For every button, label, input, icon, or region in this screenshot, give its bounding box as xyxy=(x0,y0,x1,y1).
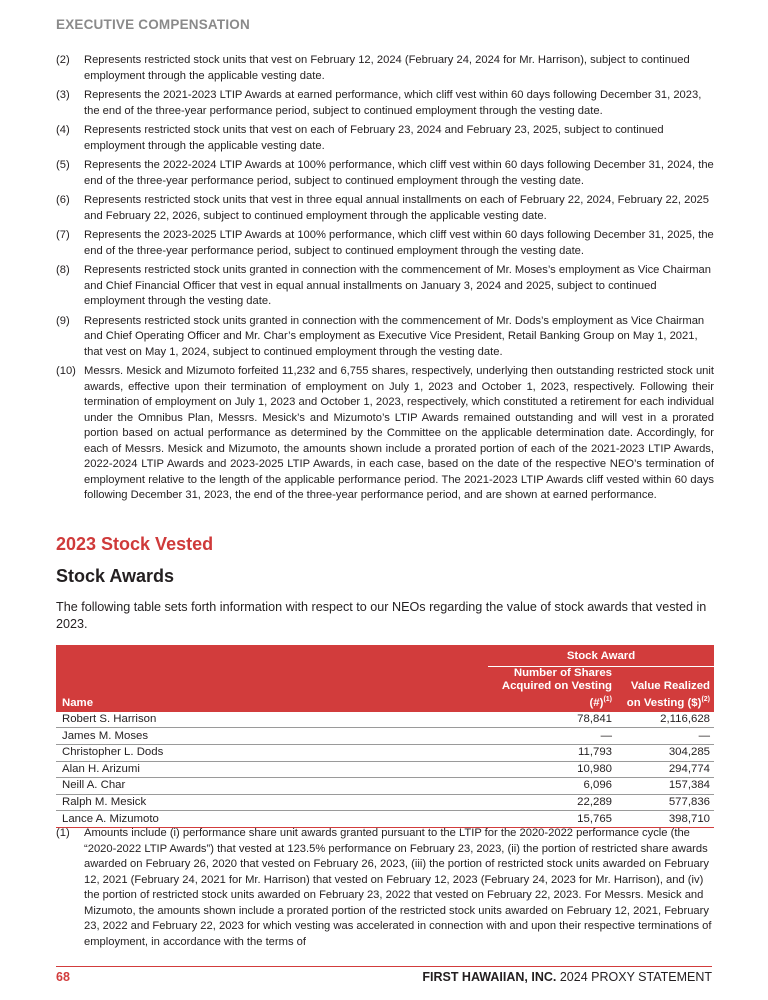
subsection-title: Stock Awards xyxy=(56,566,175,586)
shares-column-header xyxy=(488,667,616,712)
row-name: Alan H. Arizumi xyxy=(56,761,488,778)
footnote-text: Represents the 2023-2025 LTIP Awards at 100% performance, which cliff vest within 60 days following December 31, 2025, the end of the three-year performance period, subject to continued employment through the vesting date. xyxy=(84,229,714,257)
table-row xyxy=(56,794,714,811)
row-name: Lance A. Mizumoto xyxy=(56,811,488,828)
value-column-header xyxy=(616,667,714,712)
row-shares: — xyxy=(488,728,616,745)
footnote-text: Represents restricted stock units granted in connection with the commencement of Mr. Dods’s employment as Vice Chairman and Chief Operating Officer and Mr. Char’s employment as Executive Vice President, Retail Banking Group on May 1, 2021, that vest on May 1, 2024, subject to continued employment through the vesting date. xyxy=(84,314,705,358)
footnote-number: (6) xyxy=(56,194,70,206)
footnote-number: (5) xyxy=(56,159,70,171)
footnote-4 xyxy=(56,123,714,154)
row-value: 304,285 xyxy=(616,744,714,761)
footnote-10 xyxy=(56,364,714,504)
row-value: 2,116,628 xyxy=(616,712,714,728)
footnote-9 xyxy=(56,314,714,361)
row-name: James M. Moses xyxy=(56,728,488,745)
row-value: 157,384 xyxy=(616,778,714,795)
footer-divider xyxy=(56,966,712,967)
footnote-text: Represents restricted stock units that vest on each of February 23, 2024 and February 23, 2025, subject to continued employment through the applicable vesting date. xyxy=(84,124,664,152)
table-row xyxy=(56,811,714,828)
footnote-number: (10) xyxy=(56,365,76,377)
row-shares: 78,841 xyxy=(488,712,616,728)
footnote-text: Messrs. Mesick and Mizumoto forfeited 11,232 and 6,755 shares, respectively, underlying then outstanding restricted stock unit awards, effective upon their termination of employment on July 1, 2023 and October 1, 2023, respectively. Following their termination of employment on July 1, 2023 and October 1, 2023, respectively, which constituted a retirement for each individual under the Omnibus Plan, Messrs. Mesick’s and Mizumoto’s LTIP Awards remained outstanding and will vest in a prorated portion based on actual performance as determined by the Committee on the applicable determination date. Accordingly, for each of Messrs. Mesick and Mizumoto, the amounts shown include a prorated portion of each of the 2021-2023 LTIP Awards, 2022-2024 LTIP Awards and 2023-2025 LTIP Awards, in each case, based on the date of the respective NEO’s termination of employment relative to the length of the applicable performance period. The 2021-2023 LTIP Awards cliff vested within 60 days following December 31, 2023, the end of the three-year performance period, and are shown at earned performance. xyxy=(84,365,714,501)
row-name: Robert S. Harrison xyxy=(56,712,488,728)
stock-awards-table xyxy=(56,645,714,828)
table-header-row xyxy=(56,667,714,712)
footnote-number: (8) xyxy=(56,264,70,276)
footnote-number: (9) xyxy=(56,314,70,327)
footnote-7 xyxy=(56,228,714,259)
footnote-text: Represents restricted stock units that vest in three equal annual installments on each of February 22, 2024, February 22, 2025 and February 22, 2026, subject to continued employment through the applicable vesting date. xyxy=(84,194,709,222)
footnote-number: (7) xyxy=(56,229,70,241)
section-header: EXECUTIVE COMPENSATION xyxy=(56,17,250,32)
table-row xyxy=(56,761,714,778)
row-name: Christopher L. Dods xyxy=(56,744,488,761)
table-row xyxy=(56,778,714,795)
footer-company xyxy=(422,970,712,984)
footnote-2 xyxy=(56,53,714,84)
footnote-text: Represents the 2022-2024 LTIP Awards at 100% performance, which cliff vest within 60 days following December 31, 2024, the end of the three-year performance period, subject to continued employment through the vesting date. xyxy=(84,159,714,187)
row-shares: 10,980 xyxy=(488,761,616,778)
row-shares: 6,096 xyxy=(488,778,616,795)
stock-award-group-header: Stock Award xyxy=(488,645,714,667)
row-value: 398,710 xyxy=(616,811,714,828)
footnote-number: (3) xyxy=(56,89,70,101)
table-footnote-1 xyxy=(56,826,714,950)
row-value: 294,774 xyxy=(616,761,714,778)
footnote-text: Represents restricted stock units granted in connection with the commencement of Mr. Moses’s employment as Vice Chairman and Chief Financial Officer that vest in equal annual installments on January 3, 2024 and 2025, subject to continued employment through the vesting date. xyxy=(84,264,711,307)
footnote-8 xyxy=(56,263,714,310)
footnote-3 xyxy=(56,88,714,119)
footnote-text: Amounts include (i) performance share unit awards granted pursuant to the LTIP for the 2020-2022 performance cycle (the “2020-2022 LTIP Awards”) that vested at 123.5% performance on February 23, 2023, (ii) the portion of restricted share awards awarded on February 26, 2020 that vested on February 26, 2023, (iii) the portion of restricted stock units awarded on February 12, 2021 (February 24, 2021 for Mr. Harrison) that vested on February 12, 2023 (February 24, 2023 for Mr. Harrison), and (iv) the portion of restricted stock units awarded on February 23, 2022 that vested on February 22, 2023. For Messrs. Mesick and Mizumoto, the amounts shown include a prorated portion of the restricted stock units awarded on February 12, 2021, February 23, 2022 and February 22, 2023 for which vesting was accelerated in connection with and upon their respective terminations of employment, in accordance with the terms of xyxy=(84,827,712,948)
row-name: Ralph M. Mesick xyxy=(56,794,488,811)
section-title: 2023 Stock Vested xyxy=(56,534,214,554)
table-row xyxy=(56,728,714,745)
footnote-marker: (1) xyxy=(603,696,612,703)
footnote-marker: (2) xyxy=(701,696,710,703)
footnote-number: (1) xyxy=(56,827,70,839)
row-value: 577,836 xyxy=(616,794,714,811)
name-column-header: Name xyxy=(56,667,488,712)
footnotes-list xyxy=(56,53,714,508)
page-number: 68 xyxy=(56,970,70,984)
footnote-text: Represents the 2021-2023 LTIP Awards at earned performance, which cliff vest within 60 days following December 31, 2023, the end of the three-year performance period, subject to continued employment through the vesting date. xyxy=(84,89,702,117)
value-column-label: Value Realized on Vesting ($) xyxy=(626,680,710,709)
table-group-header-row xyxy=(56,645,714,667)
row-shares: 11,793 xyxy=(488,744,616,761)
table-row xyxy=(56,744,714,761)
table-row xyxy=(56,712,714,728)
company-name: FIRST HAWAIIAN, INC. xyxy=(422,970,557,984)
footnote-6 xyxy=(56,193,714,224)
row-shares: 22,289 xyxy=(488,794,616,811)
shares-column-label: Number of Shares Acquired on Vesting (#) xyxy=(501,667,612,709)
row-value: — xyxy=(616,728,714,745)
intro-paragraph: The following table sets forth information with respect to our NEOs regarding the value of stock awards that vested in 2023. xyxy=(56,600,707,631)
footnote-number: (2) xyxy=(56,54,70,66)
row-shares: 15,765 xyxy=(488,811,616,828)
document-name: 2024 PROXY STATEMENT xyxy=(559,970,712,984)
footnote-number: (4) xyxy=(56,124,70,136)
row-name: Neill A. Char xyxy=(56,778,488,795)
header-spacer xyxy=(56,645,488,667)
footnote-text: Represents restricted stock units that vest on February 12, 2024 (February 24, 2024 for Mr. Harrison), subject to continued employment through the applicable vesting date. xyxy=(84,54,690,82)
footnote-5 xyxy=(56,158,714,189)
